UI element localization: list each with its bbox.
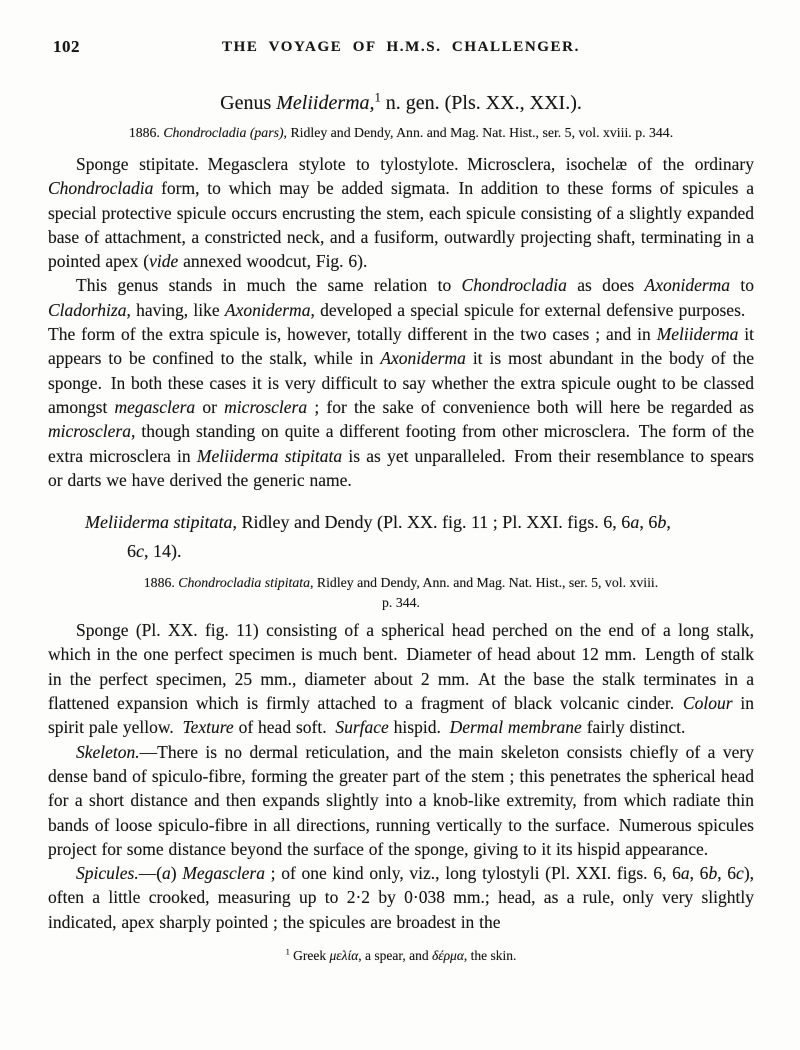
- text-segment: a: [162, 863, 171, 884]
- text-segment: is as yet unparalleled. From their resemblance to spears or darts we have derived the generic name.: [48, 445, 754, 490]
- text-segment: Genus: [220, 92, 277, 114]
- text-segment: 6: [127, 541, 136, 562]
- text-segment: —(: [138, 863, 163, 884]
- text-segment: Chondrocladia stipitata: [178, 575, 310, 591]
- text-segment: b: [708, 863, 718, 884]
- text-segment: p. 344.: [382, 595, 420, 611]
- text-segment: fairly distinct.: [581, 717, 686, 738]
- text-segment: Meliiderma,: [276, 92, 375, 114]
- text-segment: hispid.: [388, 717, 450, 738]
- text-segment: vide: [149, 251, 179, 272]
- text-segment: form, to which may be added sigmata. In addition to these forms of spicules a special protective spicule occurs encrusting the stem, each spicule consisting of a slightly expanded base of attachment, a constricted neck, and a fusiform, outwardly projecting shaft, terminating in a pointed apex (: [48, 178, 754, 272]
- text-segment: Colour: [682, 693, 733, 714]
- text-segment: Texture: [182, 717, 234, 738]
- text-segment: 1: [374, 90, 381, 105]
- text-segment: —There is no dermal reticulation, and the main skeleton consists chiefly of a very dense band of spiculo-fibre, forming the greater part of the stem ; this penetrates the spherical head for a short distance and then expands slightly into a knob-like extremity, from which radiate thin bands of loose spiculo-fibre in all directions, running vertically to the surface. Numerous spicules project for some distance beyond the surface of the sponge, giving to it its hispid appearance.: [48, 741, 754, 859]
- text-segment: Greek: [289, 948, 330, 964]
- text-segment: , 6: [717, 863, 737, 884]
- text-segment: Cladorhiza: [48, 299, 127, 320]
- text-segment: it is most abundant in the body of the sponge. In both these cases it is very difficult to say whether the extra spicule ought to be classed amongst: [48, 348, 754, 417]
- text-segment: Surface: [335, 717, 389, 738]
- paragraph-species-description: [48, 618, 754, 739]
- genus-synonymy-citation: [48, 123, 754, 143]
- paragraph-skeleton: [48, 740, 754, 861]
- text-segment: , developed a special spicule for external defensive purposes. The form of the extra spicule is, however, totally different in the two cases ; and in: [48, 299, 754, 345]
- text-segment: Axoniderma: [224, 299, 311, 320]
- running-title: THE VOYAGE OF H.M.S. CHALLENGER.: [222, 39, 580, 55]
- text-segment: microsclera: [48, 421, 131, 442]
- text-segment: a: [680, 863, 690, 884]
- page-content: [48, 0, 754, 1050]
- text-segment: Spicules.: [76, 863, 139, 884]
- paragraph-genus-relations: [48, 273, 754, 492]
- text-segment: ), often a little crooked, measuring up to 2·2 by 0·038 mm.; head, as a rule, only very slightly indicated, apex sharply pointed ; the spicules are broadest in the: [48, 863, 755, 932]
- text-segment: , 14).: [144, 541, 182, 562]
- text-segment: , a spear, and: [358, 948, 432, 964]
- text-segment: This genus stands in much the same relation to: [76, 275, 462, 296]
- text-segment: to: [730, 275, 754, 296]
- text-segment: Chondrocladia: [461, 275, 567, 296]
- text-segment: ; for the sake of convenience both will here be regarded as: [307, 396, 754, 417]
- text-segment: Megasclera: [182, 863, 265, 884]
- text-segment: , 6: [689, 863, 709, 884]
- text-segment: a: [630, 512, 640, 533]
- text-segment: 1886.: [143, 575, 179, 591]
- footnote: [48, 947, 754, 965]
- species-heading: [48, 508, 754, 566]
- text-segment: Chondrocladia (pars): [163, 125, 284, 140]
- text-segment: , though standing on quite a different footing from other microsclera. The form of the extra microsclera in: [48, 421, 754, 466]
- text-segment: microsclera: [224, 396, 308, 417]
- text-segment: b: [657, 512, 667, 533]
- paragraph-genus-description: [48, 152, 754, 273]
- text-segment: or: [195, 396, 225, 417]
- text-segment: Sponge stipitate. Megasclera stylote to tylostylote. Microsclera, isochelæ of the ordinary: [76, 154, 754, 174]
- text-segment: Meliiderma: [656, 324, 739, 345]
- text-segment: annexed woodcut, Fig. 6).: [178, 251, 368, 272]
- text-segment: Skeleton.: [76, 741, 140, 762]
- text-segment: Meliiderma stipitata: [196, 445, 343, 466]
- text-segment: of head soft.: [233, 717, 336, 738]
- text-segment: Axoniderma: [644, 275, 731, 296]
- species-synonymy-citation: [48, 573, 754, 613]
- text-segment: Axoniderma: [380, 348, 466, 369]
- text-segment: , Ridley and Dendy, Ann. and Mag. Nat. Hist., ser. 5, vol. xviii. p. 344.: [283, 125, 674, 140]
- text-segment: Sponge (Pl. XX. fig. 11) consisting of a spherical head perched on the end of a long stalk, which in the one perfect specimen is much bent. Diameter of head about 12 mm. Length of stalk in the perfect specimen, 25 mm., diameter about 2 mm. At the base the stalk terminates in a flattened expansion which is firmly attached to a fragment of black volcanic cinder.: [48, 620, 754, 714]
- text-segment: ,: [666, 512, 671, 533]
- text-segment: , Ridley and Dendy, Ann. and Mag. Nat. Hist., ser. 5, vol. xviii.: [310, 575, 659, 591]
- text-segment: c: [136, 541, 144, 562]
- text-segment: c: [736, 863, 744, 884]
- page-number: 102: [53, 37, 80, 56]
- text-segment: n. gen. (Pls. XX., XXI.).: [380, 92, 582, 114]
- running-head: [48, 0, 754, 60]
- text-segment: in spirit pale yellow.: [48, 693, 754, 738]
- text-segment: 1: [285, 947, 290, 957]
- text-segment: Dermal membrane: [449, 717, 582, 738]
- text-segment: ): [170, 863, 183, 884]
- text-segment: it appears to be confined to the stalk, while in: [48, 324, 754, 369]
- text-segment: ; of one kind only, viz., long tylostyli (Pl. XXI. figs. 6, 6: [264, 863, 681, 884]
- text-segment: 1886.: [128, 125, 164, 140]
- text-segment: , the skin.: [463, 948, 517, 964]
- text-segment: Chondrocladia: [48, 178, 154, 199]
- text-segment: δέρμα: [431, 948, 464, 964]
- text-segment: as does: [566, 275, 645, 296]
- genus-heading: [48, 90, 754, 116]
- paragraph-spicules: [48, 861, 754, 934]
- text-segment: Meliiderma stipitata: [85, 512, 233, 533]
- text-segment: μελία: [329, 948, 359, 964]
- text-segment: megasclera: [114, 396, 196, 417]
- text-segment: , having, like: [126, 299, 225, 320]
- text-segment: , 6: [639, 512, 658, 533]
- text-segment: , Ridley and Dendy (Pl. XX. fig. 11 ; Pl. XXI. figs. 6, 6: [232, 512, 631, 533]
